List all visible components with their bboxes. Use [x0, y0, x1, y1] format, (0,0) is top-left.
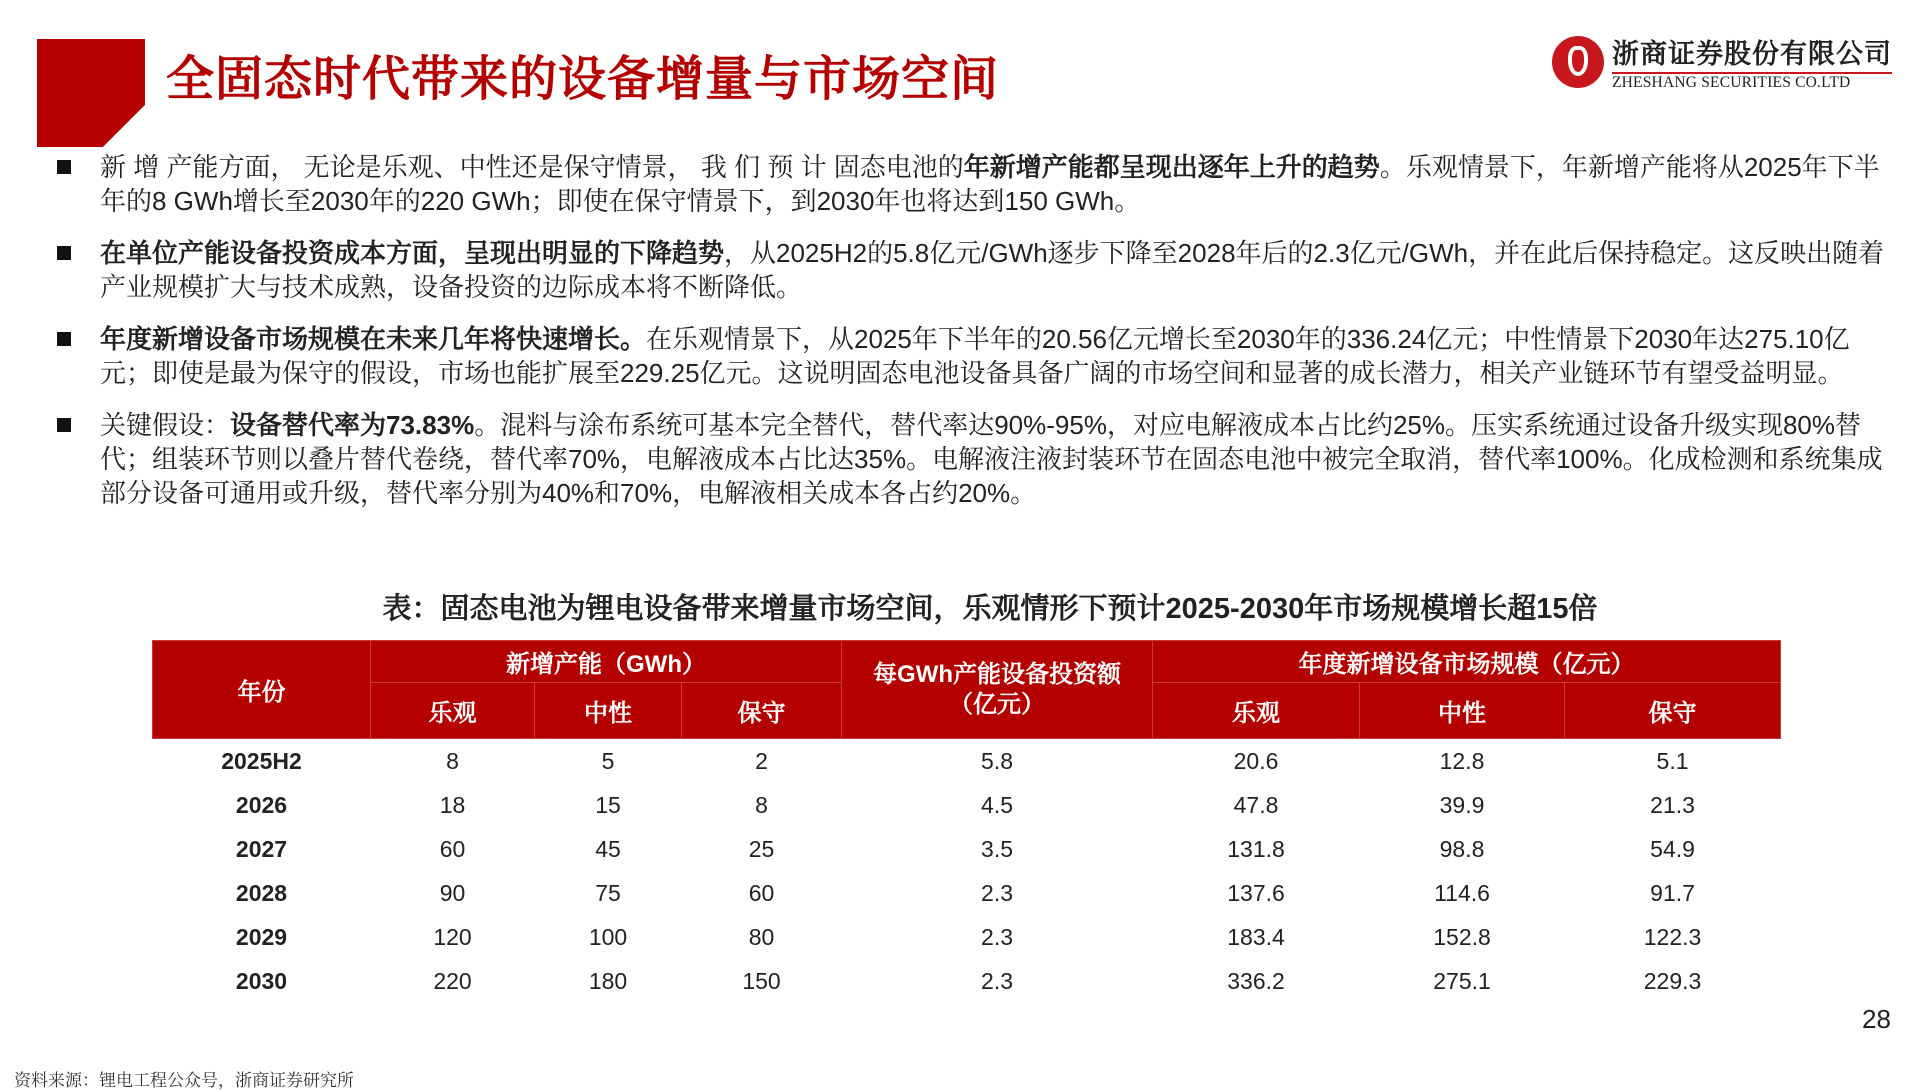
- logo-cn-text: 浙商证券股份有限公司: [1612, 32, 1892, 74]
- bullet-item: [55, 236, 1885, 304]
- bullet-text-bold: 在单位产能设备投资成本方面，呈现出明显的下降趋势: [100, 238, 725, 268]
- value-cell: 131.8: [1227, 835, 1285, 862]
- bullet-text-bold: 设备替代率为73.83%: [230, 410, 475, 440]
- table-row: [153, 827, 1781, 871]
- logo-en-text: ZHESHANG SECURITIES CO.LTD: [1612, 74, 1851, 91]
- bullet-item: [55, 150, 1885, 218]
- header-cap-optimistic: 乐观: [371, 683, 535, 739]
- bullet-text: 在乐观情景下，从2025年下半年的20.56亿元增长至2030年的336.24亿元；中性情景下2030年达275.10亿元；即使是最为保守的假设，市场也能扩展至229.25亿元。这说明固态电池设备具备广阔的市场空间和显著的成长潜力，相关产业链环节有望受益明显。: [100, 324, 1850, 388]
- header-market-group: 年度新增设备市场规模（亿元）: [1153, 641, 1781, 683]
- title-accent-block: [37, 39, 145, 147]
- table-row: [153, 915, 1781, 959]
- bullet-text: 。乐观情景下，年新增产能将从2025年下半年的8 GWh增长至2030年的220 GWh；即使在保守情景下，到2030年也将达到150 GWh。: [100, 152, 1880, 216]
- table-row: [153, 959, 1781, 1003]
- square-bullet-icon: [57, 332, 71, 346]
- value-cell: 137.6: [1227, 879, 1285, 906]
- value-cell: 152.8: [1433, 923, 1491, 950]
- value-cell: 4.5: [981, 791, 1014, 818]
- value-cell: 90: [439, 879, 466, 906]
- value-cell: 100: [588, 923, 628, 950]
- value-cell: 2.3: [981, 967, 1014, 994]
- table-title: 表：固态电池为锂电设备带来增量市场空间，乐观情形下预计2025-2030年市场规模增长超15倍: [382, 593, 1598, 625]
- bullet-item: [55, 322, 1885, 390]
- zheshang-logo-icon: [1552, 36, 1604, 88]
- value-cell: 183.4: [1227, 923, 1285, 950]
- year-cell: 2027: [235, 835, 288, 862]
- value-cell: 2: [755, 747, 768, 774]
- table-row: [153, 739, 1781, 784]
- square-bullet-icon: [57, 160, 71, 174]
- value-cell: 120: [433, 923, 472, 950]
- table-row: [153, 783, 1781, 827]
- value-cell: 5.1: [1656, 747, 1689, 774]
- bullet-text: 新 增 产能方面， 无论是乐观、中性还是保守情景， 我 们 预 计 固态电池的: [100, 152, 964, 182]
- value-cell: 39.9: [1439, 791, 1485, 818]
- bullet-list: [55, 150, 1885, 528]
- value-cell: 8: [755, 791, 768, 818]
- company-logo: [1552, 32, 1892, 92]
- value-cell: 18: [439, 791, 466, 818]
- header-mkt-conservative: 保守: [1565, 683, 1781, 739]
- value-cell: 91.7: [1650, 879, 1695, 906]
- year-cell: 2029: [235, 923, 288, 950]
- header-cap-conservative: 保守: [682, 683, 842, 739]
- value-cell: 122.3: [1643, 923, 1702, 950]
- value-cell: 25: [748, 835, 775, 862]
- page-number: 28: [1862, 1004, 1891, 1034]
- bullet-text: 。混料与涂布系统可基本完全替代，替代率达90%-95%，对应电解液成本占比约25%。压实系统通过设备升级实现80%替代；组装环节则以叠片替代卷绕，替代率70%，电解液成本占比达35%。电解液注液封装环节在固态电池中被完全取消，替代率100%。化成检测和系统集成部分设备可通用或升级，替代率分别为40%和70%，电解液相关成本各占约20%。: [100, 410, 1883, 508]
- year-cell: 2025H2: [221, 747, 302, 774]
- value-cell: 45: [595, 835, 621, 862]
- year-cell: 2030: [235, 967, 288, 994]
- bullet-text: ，从2025H2的5.8亿元/GWh逐步下降至2028年后的2.3亿元/GWh，并在此后保持稳定。这反映出随着产业规模扩大与技术成熟，设备投资的边际成本将不断降低。: [100, 238, 1885, 302]
- value-cell: 47.8: [1233, 791, 1279, 818]
- square-bullet-icon: [57, 246, 71, 260]
- value-cell: 5: [601, 747, 615, 774]
- value-cell: 220: [433, 967, 472, 994]
- year-cell: 2028: [235, 879, 288, 906]
- bullet-text: 关键假设：: [100, 410, 231, 440]
- value-cell: 75: [595, 879, 621, 906]
- value-cell: 3.5: [981, 835, 1014, 862]
- header-mkt-neutral: 中性: [1360, 683, 1565, 739]
- value-cell: 229.3: [1643, 967, 1702, 994]
- header-invest-per-gwh: 每GWh产能设备投资额（亿元）: [842, 641, 1153, 739]
- value-cell: 2.3: [981, 879, 1014, 906]
- bullet-text-bold: 年度新增设备市场规模在未来几年将快速增长。: [100, 324, 647, 354]
- value-cell: 180: [588, 967, 628, 994]
- value-cell: 5.8: [981, 747, 1014, 774]
- square-bullet-icon: [57, 418, 71, 432]
- value-cell: 15: [595, 791, 621, 818]
- value-cell: 275.1: [1433, 967, 1491, 994]
- value-cell: 21.3: [1650, 791, 1695, 818]
- value-cell: 12.8: [1439, 747, 1485, 774]
- equipment-market-table: [152, 640, 1781, 1003]
- value-cell: 2.3: [981, 923, 1014, 950]
- header-capacity-group: 新增产能（GWh）: [371, 641, 842, 683]
- page-title: 全固态时代带来的设备增量与市场空间: [166, 53, 1000, 106]
- header-mkt-optimistic: 乐观: [1153, 683, 1360, 739]
- value-cell: 150: [742, 967, 781, 994]
- value-cell: 8: [446, 747, 459, 774]
- value-cell: 60: [439, 835, 466, 862]
- bullet-text-bold: 年新增产能都呈现出逐年上升的趋势: [963, 152, 1380, 182]
- value-cell: 114.6: [1434, 879, 1490, 906]
- header-cap-neutral: 中性: [535, 683, 682, 739]
- table-row: [153, 871, 1781, 915]
- value-cell: 60: [748, 879, 775, 906]
- bullet-item: [55, 408, 1885, 510]
- value-cell: 54.9: [1650, 835, 1695, 862]
- source-note: 资料来源：锂电工程公众号，浙商证券研究所: [14, 1071, 354, 1090]
- value-cell: 20.6: [1233, 747, 1279, 774]
- value-cell: 80: [748, 923, 775, 950]
- year-cell: 2026: [235, 791, 288, 818]
- value-cell: 336.2: [1227, 967, 1285, 994]
- header-year: 年份: [153, 641, 371, 739]
- value-cell: 98.8: [1439, 835, 1485, 862]
